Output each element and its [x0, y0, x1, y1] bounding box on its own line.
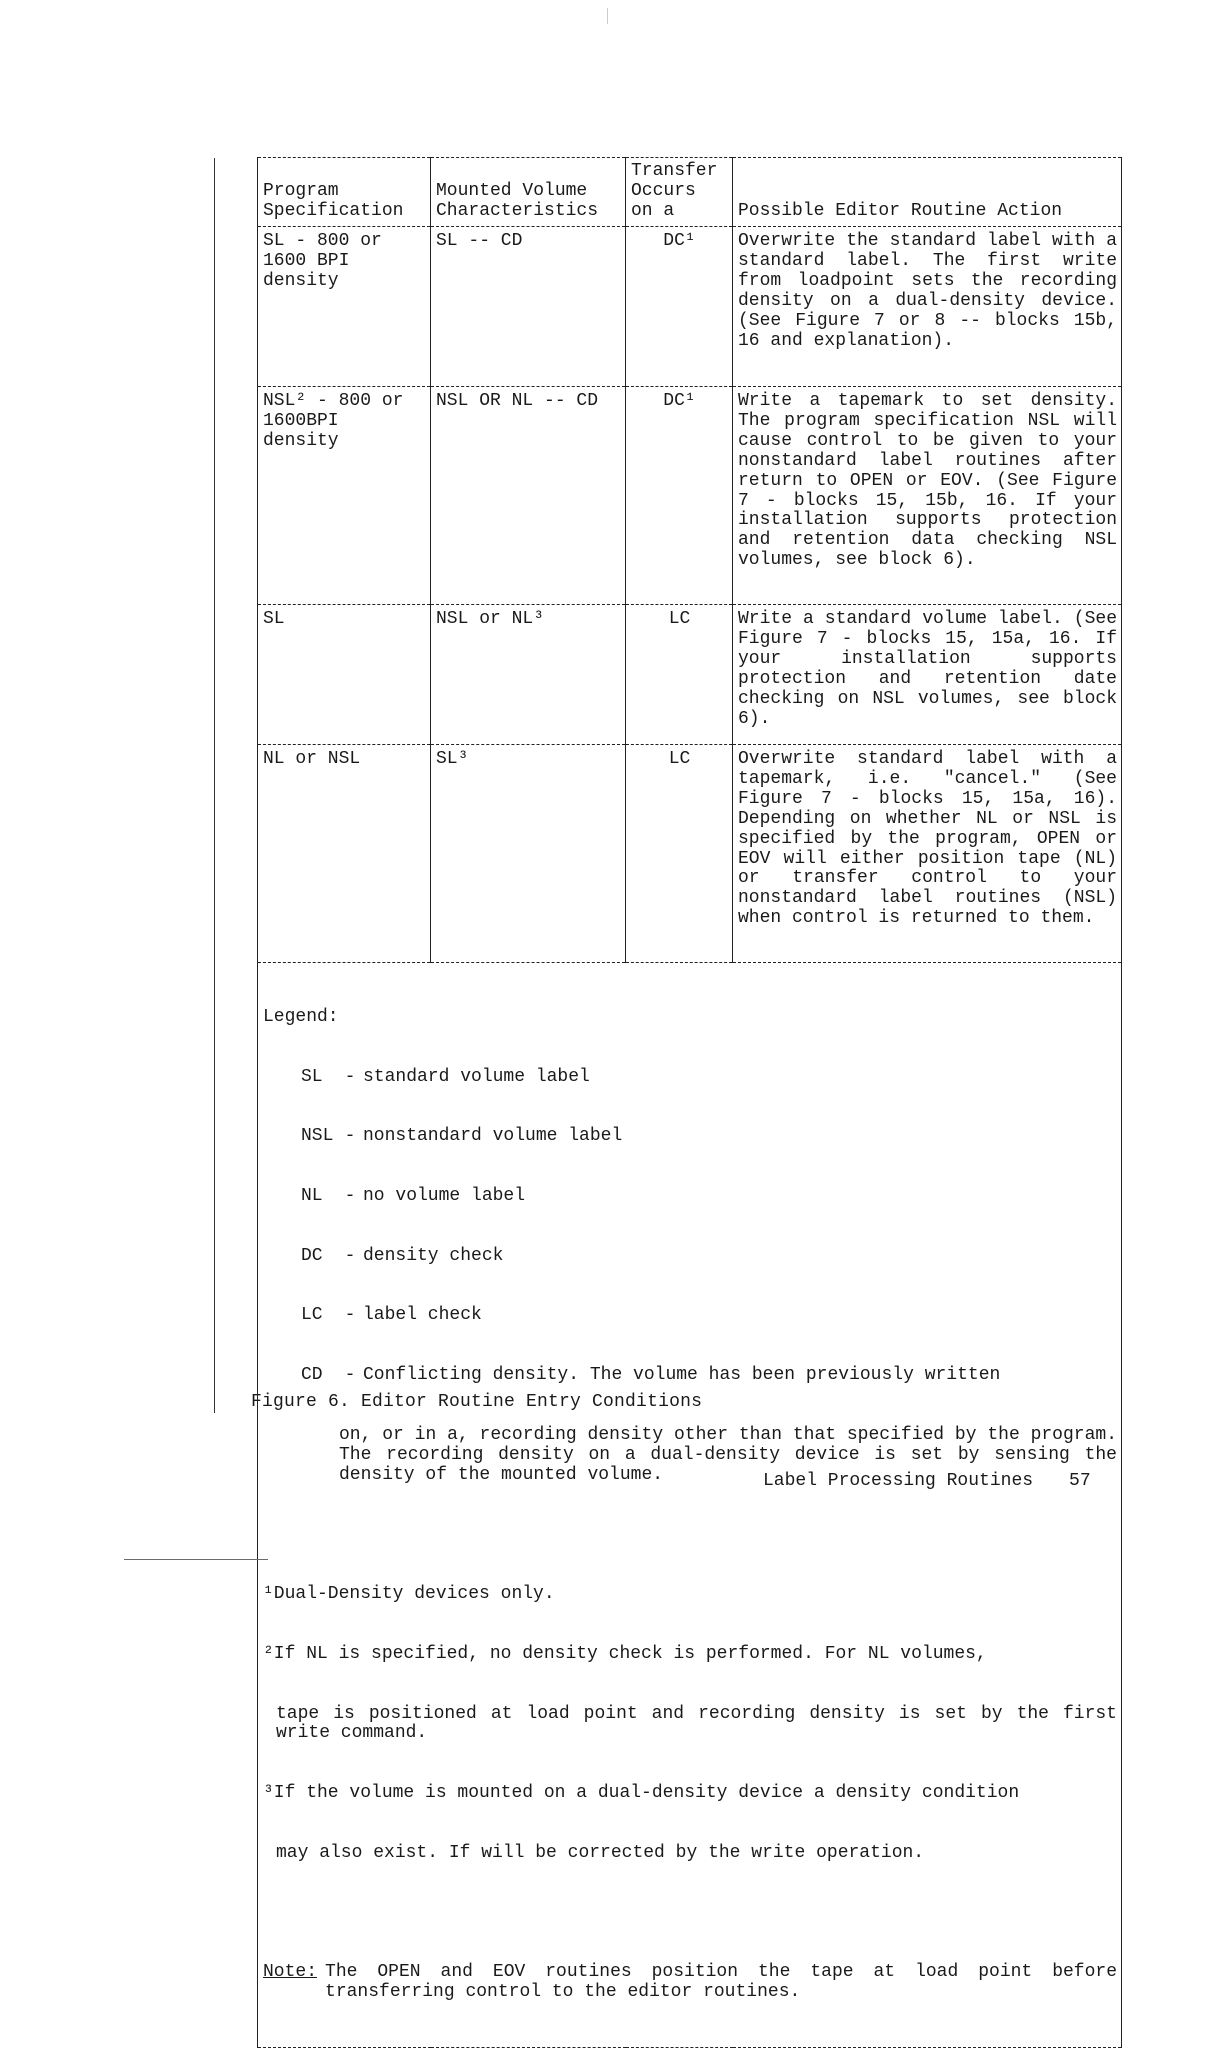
header-program-specification: Program Specification	[258, 158, 431, 227]
table-row	[258, 605, 1122, 745]
cell-mounted: NSL OR NL -- CD	[431, 387, 626, 605]
cell-program: NSL² - 800 or 1600BPI density	[258, 387, 431, 605]
legend-item	[263, 1247, 1117, 1267]
cell-program: SL	[258, 605, 431, 745]
footnote-3-continuation: may also exist. If will be corrected by the write operation.	[276, 1842, 925, 1863]
cell-action: Write a standard volume label. (See Figure 7 - blocks 15, 15a, 16. If your installation supports protection and retention date checking on NSL volumes, see block 6).	[733, 605, 1122, 745]
cell-mounted: NSL or NL³	[431, 605, 626, 745]
page-number: 57	[1069, 1471, 1091, 1491]
legend-item	[263, 1127, 1117, 1147]
cell-action: Overwrite the standard label with a standard label. The first write from loadpoint sets the recording density on a dual-density device. (See Figure 7 or 8 -- blocks 15b, 16 and explanation).	[733, 227, 1122, 387]
legend-dash: -	[344, 1126, 356, 1147]
page-footer	[763, 1471, 1091, 1491]
footnote-1: ¹Dual-Density devices only.	[263, 1584, 555, 1605]
legend-dash: -	[344, 1365, 356, 1386]
legend-definition: Conflicting density. The volume has been previously written	[363, 1365, 1001, 1386]
legend-abbr: NL	[301, 1185, 323, 1206]
legend-abbr: DC	[301, 1245, 323, 1266]
legend-item	[263, 1187, 1117, 1207]
table-row	[258, 745, 1122, 963]
legend-cd-continuation: on, or in a, recording density other than that specified by the program. The recording density on a dual-density device is set by sensing the density of the mounted volume.	[339, 1424, 1128, 1485]
note-text: The OPEN and EOV routines position the tape at load point before transferring control to the editor routines.	[325, 1962, 1128, 2003]
table-row	[258, 387, 1122, 605]
legend-dash: -	[344, 1305, 356, 1326]
legend-definition: standard volume label	[363, 1066, 590, 1087]
legend-cell	[258, 963, 1128, 2048]
legend-abbr: LC	[301, 1305, 323, 1326]
table-header-row	[258, 158, 1122, 227]
header-possible-action: Possible Editor Routine Action	[733, 158, 1122, 227]
legend-definition: density check	[363, 1245, 504, 1266]
note	[263, 1962, 1128, 2003]
left-margin-rule	[214, 158, 215, 1413]
scan-mark	[607, 8, 608, 24]
cell-transfer: LC	[626, 605, 733, 745]
cell-program: SL - 800 or 1600 BPI density	[258, 227, 431, 387]
note-label: Note:	[263, 1962, 318, 1983]
footnote-3: ³If the volume is mounted on a dual-density device a density condition	[263, 1783, 1020, 1804]
legend-title: Legend:	[263, 1006, 339, 1027]
editor-entry-conditions-table	[257, 157, 1128, 2048]
legend-definition: label check	[363, 1305, 482, 1326]
bottom-rule	[124, 1559, 268, 1560]
cell-mounted: SL -- CD	[431, 227, 626, 387]
spacer	[263, 1525, 1117, 1545]
legend-item-cd	[263, 1366, 1117, 1386]
table-row	[258, 227, 1122, 387]
legend-abbr: NSL	[301, 1126, 334, 1147]
cell-transfer: DC¹	[626, 227, 733, 387]
header-transfer-occurs: Transfer Occurs on a	[626, 158, 733, 227]
spacer	[263, 1904, 1117, 1924]
footer-section-title: Label Processing Routines	[763, 1471, 1034, 1491]
legend-abbr: CD	[301, 1365, 323, 1386]
cell-action: Overwrite standard label with a tapemark, i.e. "cancel." (See Figure 7 - blocks 15, 15a, 16). Depending on whether NL or NSL is specified by the program, OPEN or EOV will either position tape (NL) or transfer control to your nonstandard label routines (NSL) when control is returned to them.	[733, 745, 1122, 963]
legend-dash: -	[344, 1185, 356, 1206]
legend-definition: no volume label	[363, 1185, 526, 1206]
legend-abbr: SL	[301, 1066, 323, 1087]
legend-definition: nonstandard volume label	[363, 1126, 623, 1147]
legend-item	[263, 1306, 1117, 1326]
cell-transfer: DC¹	[626, 387, 733, 605]
header-mounted-volume: Mounted Volume Characteristics	[431, 158, 626, 227]
cell-action: Write a tapemark to set density. The program specification NSL will cause control to be given to your nonstandard label routines after return to OPEN or EOV. (See Figure 7 - blocks 15, 15b, 16. If your installation supports protection and retention data checking NSL volumes, see block 6).	[733, 387, 1122, 605]
legend-item	[263, 1068, 1117, 1088]
cell-program: NL or NSL	[258, 745, 431, 963]
cell-transfer: LC	[626, 745, 733, 963]
figure-caption: Figure 6. Editor Routine Entry Conditions	[251, 1392, 703, 1412]
legend-dash: -	[344, 1066, 356, 1087]
footnote-2-continuation: tape is positioned at load point and recording density is set by the first write command.	[276, 1703, 1128, 1744]
legend-dash: -	[344, 1245, 356, 1266]
legend-row	[258, 963, 1122, 2048]
cell-mounted: SL³	[431, 745, 626, 963]
footnote-2: ²If NL is specified, no density check is performed. For NL volumes,	[263, 1643, 987, 1664]
